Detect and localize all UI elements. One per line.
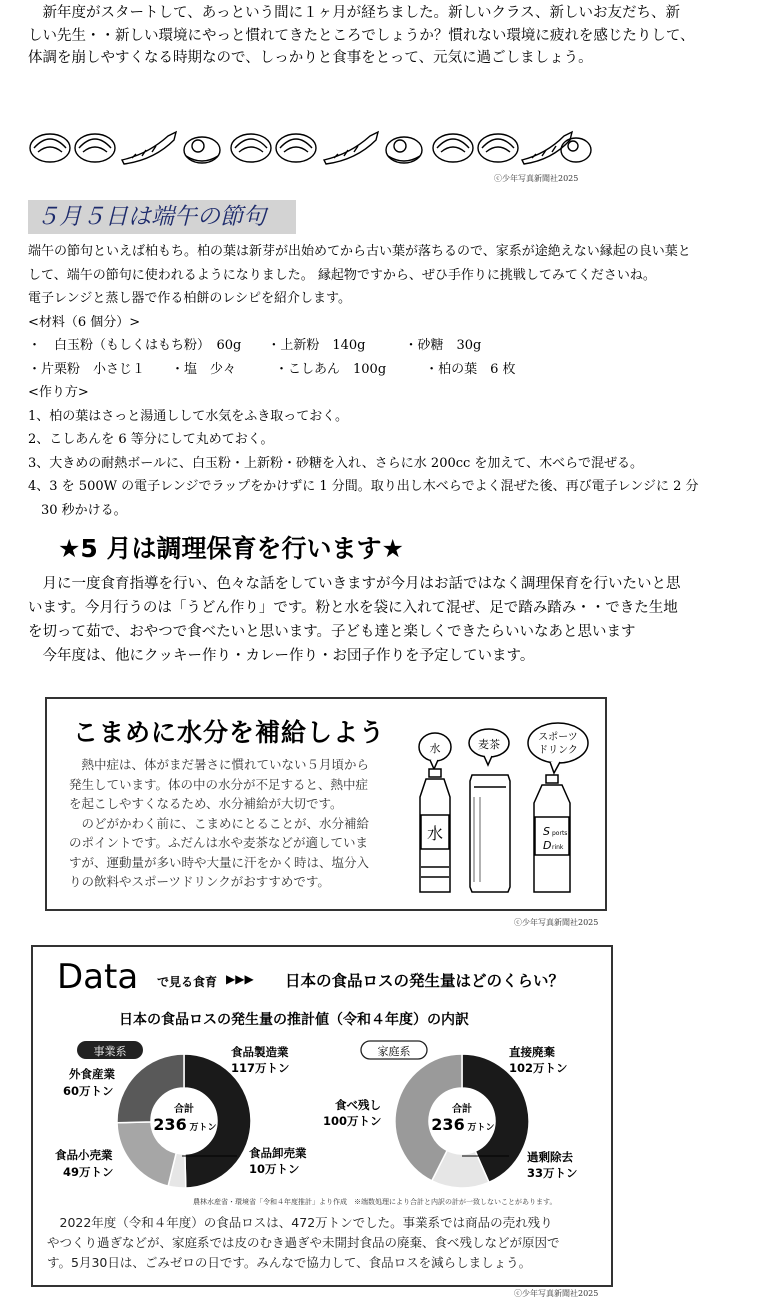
border-art-credit: ⓒ少年写真新聞社2025 bbox=[494, 174, 579, 183]
cooking-line: 月に一度食育指導を行い、色々な話をしていきますが今月はお話ではなく調理保育を行いたいと思 bbox=[28, 576, 681, 592]
ingredients-row: ・片栗粉 小さじ１ ・塩 少々 ・こしあん 100g ・柏の葉 6 枚 bbox=[28, 361, 516, 377]
fried-fish-icon bbox=[122, 132, 176, 164]
taco-icon bbox=[231, 134, 271, 162]
business-tag-label: 事業系 bbox=[93, 1045, 127, 1058]
step-item: 4、3 を 500W の電子レンジでラップをかけずに 1 分間。取り出し木べらでよく混ぜた後、再び電子レンジに 2 分 bbox=[28, 479, 699, 494]
intro-paragraph bbox=[28, 2, 768, 70]
slice-value: 10万トン bbox=[249, 1162, 300, 1176]
slice-value: 49万トン bbox=[63, 1165, 114, 1179]
data-logo: Data bbox=[57, 957, 139, 997]
taco-icon bbox=[75, 134, 115, 162]
hydration-line: 熱中症は、体がまだ暑さに慣れていない５月頃から bbox=[69, 757, 370, 772]
water-bottle-label: 水 bbox=[426, 824, 444, 843]
data-logo-sub: で見る食育 bbox=[157, 975, 218, 989]
food-border-illustration bbox=[28, 126, 593, 168]
hydration-line: 発生しています。体の中の水分が不足すると、熱中症 bbox=[69, 776, 369, 792]
sports-bubble-label-1: スポーツ bbox=[538, 732, 578, 743]
cooking-line: います。今月行うのは「うどん作り」です。粉と水を袋に入れて混ぜ、足で踏み踏み・・できた生地 bbox=[28, 600, 678, 616]
data-credit: ⓒ少年写真新聞社2025 bbox=[514, 1289, 599, 1298]
tango-line: して、端午の節句に使われるようになりました。 縁起物ですから、ぜひ手作りに挑戦してみてくださいね。 bbox=[28, 267, 656, 283]
pie1-total-label: 合計 bbox=[452, 1104, 472, 1115]
cooking-line: を切って茹で、おやつで食べたいと思います。子ども達と楽しくできたらいいなあと思います bbox=[28, 624, 636, 640]
slice-label: 食品小売業 bbox=[55, 1148, 113, 1162]
summary-line: 2022年度（令和４年度）の食品ロスは、472万トンでした。事業系では商品の売れ残り bbox=[47, 1215, 553, 1230]
sports-bubble-label-2: ドリンク bbox=[538, 745, 578, 756]
step-item: 1、柏の葉はさっと湯通しして水気をふき取っておく。 bbox=[28, 408, 349, 424]
cooking-line: 今年度は、他にクッキー作り・カレー作り・お団子作りを予定しています。 bbox=[28, 648, 535, 664]
hydration-line: のポイントです。ふだんは水や麦茶などが適していま bbox=[69, 835, 369, 850]
hydration-box bbox=[45, 697, 607, 911]
tea-bubble-label: 麦茶 bbox=[478, 738, 500, 751]
pie0-total-label: 合計 bbox=[174, 1104, 194, 1115]
slice-value: 100万トン bbox=[323, 1114, 382, 1128]
hydration-line: すが、運動量が多い時や大量に汗をかく時は、塩分入 bbox=[69, 854, 370, 870]
summary-line: やつくり過ぎなどが、家庭系では皮のむき過ぎや未開封食品の廃棄、食べ残しなどが原因で bbox=[47, 1235, 560, 1250]
drinks-illustration bbox=[412, 717, 597, 897]
slice-label: 食品製造業 bbox=[231, 1045, 289, 1059]
intro-line: 体調を崩しやすくなる時期なので、しっかりと食事をとって、元気に過ごしましょう。 bbox=[28, 50, 593, 66]
pie0-total-value: 236 bbox=[153, 1115, 187, 1134]
data-headline: 日本の食品ロスの発生量はどのくらい？ bbox=[285, 972, 565, 990]
ingredients-row: ・ 白玉粉（もしくはもち粉） 60g ・上新粉 140g ・砂糖 30g bbox=[28, 338, 482, 353]
pie1-total-value: 236 bbox=[431, 1115, 465, 1134]
cooking-body bbox=[28, 572, 773, 668]
data-arrows: ▶▶▶ bbox=[226, 972, 254, 986]
fried-fish-icon bbox=[324, 132, 378, 164]
step-item: 3、大きめの耐熱ボールに、白玉粉・上新粉・砂糖を入れ、さらに水 200cc を加えて、木べらで混ぜる。 bbox=[28, 455, 644, 471]
water-bubble-label: 水 bbox=[429, 742, 441, 755]
steps-heading: <作り方> bbox=[28, 385, 89, 400]
tango-body bbox=[28, 240, 773, 522]
step-item: 2、こしあんを 6 等分にして丸めておく。 bbox=[28, 432, 274, 447]
household-tag-label: 家庭系 bbox=[377, 1045, 411, 1058]
slice-label: 食品卸売業 bbox=[249, 1146, 307, 1160]
border-art bbox=[28, 126, 593, 168]
pie1-total-unit: 万トン bbox=[467, 1123, 495, 1133]
hydration-title: こまめに水分を補給しよう bbox=[73, 718, 386, 747]
tango-line: 電子レンジと蒸し器で作る柏餅のレシピを紹介します。 bbox=[28, 291, 351, 306]
sports-label-d: D bbox=[543, 839, 552, 852]
hydration-credit: ⓒ少年写真新聞社2025 bbox=[514, 918, 599, 927]
pie0-total-unit: 万トン bbox=[189, 1123, 217, 1133]
slice-value: 102万トン bbox=[509, 1061, 568, 1075]
bowl-icon bbox=[386, 137, 422, 163]
bowl-icon bbox=[561, 138, 591, 162]
hydration-line: りの飲料やスポーツドリンクがおすすめです。 bbox=[69, 874, 330, 889]
bowl-icon bbox=[184, 137, 220, 163]
intro-line: 新年度がスタートして、あっという間に１ヶ月が経ちました。新しいクラス、新しいお友だち、新 bbox=[28, 5, 681, 21]
slice-value: 60万トン bbox=[63, 1084, 114, 1098]
food-loss-charts bbox=[33, 1031, 611, 1195]
hydration-line: を起こしやすくなるため、水分補給が大切です。 bbox=[69, 796, 343, 811]
intro-line: しい先生・・新しい環境にやっと慣れてきたところでしょうか？慣れない環境に疲れを感じたりして、 bbox=[28, 27, 695, 44]
hydration-line: のどがかわく前に、こまめにとることが、水分補給 bbox=[69, 815, 370, 831]
taco-icon bbox=[276, 134, 316, 162]
data-box bbox=[31, 945, 613, 1287]
taco-icon bbox=[30, 134, 70, 162]
tango-line: 端午の節句といえば柏もち。柏の葉は新芽が出始めてから古い葉が落ちるので、家系が途絶えない縁起の良い葉と bbox=[28, 244, 691, 259]
slice-value: 117万トン bbox=[231, 1061, 290, 1075]
cooking-heading: ★5 月は調理保育を行います★ bbox=[58, 534, 404, 563]
taco-icon bbox=[433, 134, 473, 162]
fried-fish-icon bbox=[522, 132, 572, 164]
taco-icon bbox=[478, 134, 518, 162]
sports-label-s: S bbox=[543, 825, 550, 838]
data-summary bbox=[47, 1213, 607, 1273]
slice-value: 33万トン bbox=[527, 1166, 578, 1180]
slice-label: 直接廃棄 bbox=[509, 1045, 555, 1059]
tango-heading-box bbox=[28, 200, 296, 234]
chart-title: 日本の食品ロスの発生量の推計値（令和４年度）の内訳 bbox=[119, 1012, 469, 1028]
tea-can-icon bbox=[470, 775, 510, 892]
hydration-body bbox=[69, 755, 409, 892]
ingredients-heading: <材料（6 個分）> bbox=[28, 314, 141, 330]
sports-drink-bubble bbox=[528, 723, 588, 763]
sports-label-rink: rink bbox=[552, 844, 564, 851]
tango-heading: ５月５日は端午の節句 bbox=[36, 204, 266, 230]
step-item: 30 秒かける。 bbox=[28, 502, 127, 518]
data-source: 農林水産省・環境省「令和４年度推計」より作成 ※端数処理により合計と内訳の計が一致しないことがあります。 bbox=[193, 1198, 557, 1206]
slice-label: 外食産業 bbox=[69, 1067, 115, 1081]
slice-label: 食べ残し bbox=[335, 1098, 381, 1112]
slice-label: 過剰除去 bbox=[527, 1150, 573, 1164]
sports-label-ports: ports bbox=[552, 830, 568, 837]
summary-line: す。5月30日は、ごみゼロの日です。みんなで協力して、食品ロスを減らしましょう。 bbox=[47, 1255, 532, 1270]
